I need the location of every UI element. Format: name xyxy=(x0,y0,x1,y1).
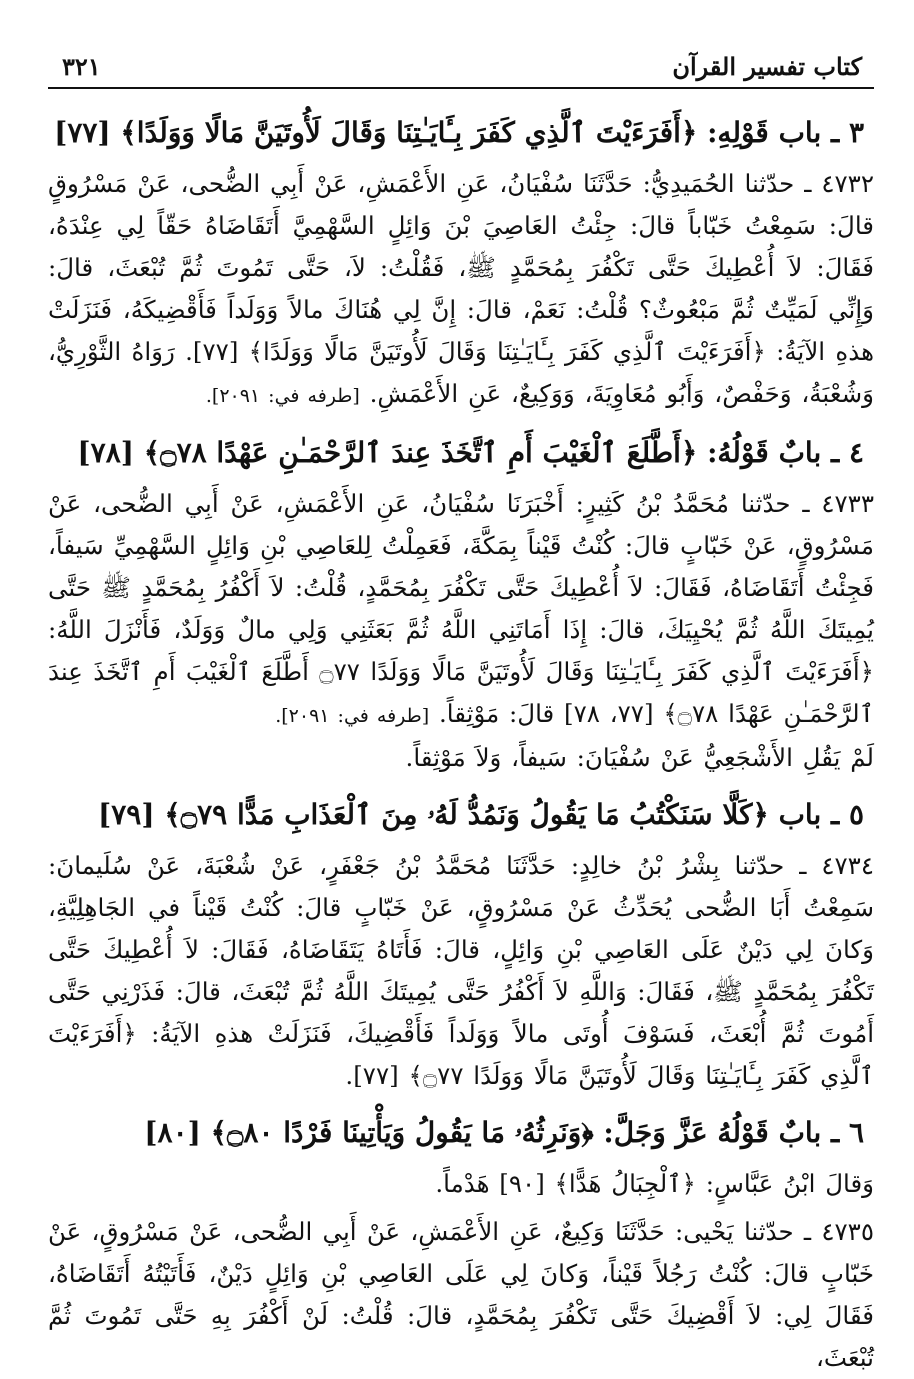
hadith-paragraph xyxy=(48,845,874,1097)
commentary-paragraph: لَمْ يَقُلِ الأَشْجَعِيُّ عَنْ سُفْيَانَ: سَيفاً، وَلاَ مَوْثِقاً. xyxy=(405,743,874,772)
section-heading: ٦ ـ بابٌ قَوْلُهُ عَزَّ وَجَلَّ: ﴿وَنَرِثُهُۥ مَا يَقُولُ وَيَأْتِينَا فَرْدًا ۝٨٠﴾ [٨٠] xyxy=(144,1116,864,1149)
cross-reference-note: [طرفه في: ٢٠٩١]. xyxy=(205,385,360,407)
section-heading: ٤ ـ بابٌ قَوْلُهُ: ﴿أَطَّلَعَ ٱلْغَيْبَ أَمِ ٱتَّخَذَ عِندَ ٱلرَّحْمَـٰنِ عَهْدًا ۝٧٨﴾ [٧٨] xyxy=(77,436,864,469)
hadith-text: ٤٧٣٢ ـ حدّثنا الحُمَيدِيُّ: حَدَّثَنَا سُفْيَانُ، عَنِ الأَعْمَشِ، عَنْ أَبِي الضُّحى، عَنْ مَسْرُوقٍ قالَ: سَمِعْتُ خَبّاباً قالَ: جِئْتُ العَاصِيَ بْنَ وَائِلٍ السَّهْمِيَّ أَتَقَاضَاهُ حَقّاً لِي عِنْدَهُ، فَقَالَ: لاَ أُعْطِيكَ حَتَّى تَكْفُرَ بِمُحَمَّدٍ ﷺ، فَقُلْتُ: لاَ، حَتَّى تَمُوتَ ثُمَّ تُبْعَثَ، قالَ: وَإِنِّي لَمَيِّتٌ ثُمَّ مَبْعُوثٌ؟ قُلْتُ: نَعَمْ، قالَ: إِنَّ لِي هُنَاكَ مالاً وَوَلَداً فَأَقْضِيكَهُ، فَنَزَلَتْ هذهِ الآيَةُ: ﴿أَفَرَءَيْتَ ٱلَّذِي كَفَرَ بِـَٔايَـٰتِنَا وَقَالَ لَأُوتَيَنَّ مَالًا وَوَلَدًا﴾ [٧٧]. رَوَاهُ الثَّوْرِيُّ، وَشُعْبَةُ، وَحَفْصٌ، وَأَبُو مُعَاوِيَةَ، وَوَكِيعٌ، عَنِ الأَعْمَشِ. xyxy=(48,169,875,408)
hadith-text: ٤٧٣٥ ـ حدّثنا يَحْيى: حَدَّثَنَا وَكِيعٌ، عَنِ الأَعْمَشِ، عَنْ أَبِي الضُّحى، عَنْ مَسْرُوقٍ، عَنْ خَبّابٍ قالَ: كُنْتُ رَجُلاً قَيْناً، وَكانَ لِي عَلَى العَاصِي بْنِ وَائِلٍ دَيْنٌ، فَأَتَيْتُهُ أَتَقَاضَاهُ، فَقَالَ لِي: لاَ أَقْضِيكَ حَتَّى تَكْفُرَ بِمُحَمَّدٍ، قالَ: قُلْتُ: لَنْ أَكْفُرَ بِهِ حَتَّى تَمُوتَ ثُمَّ تُبْعَثَ، xyxy=(48,1217,874,1372)
section-heading: ٥ ـ باب ﴿كَلَّا سَنَكْتُبُ مَا يَقُولُ وَنَمُدُّ لَهُۥ مِنَ ٱلْعَذَابِ مَدًّا ۝٧٩﴾ [٧٩] xyxy=(98,798,864,831)
page-number: ٣٢١ xyxy=(62,52,101,81)
hadith-text: ٤٧٣٤ ـ حدّثنا بِشْرُ بْنُ خالِدٍ: حَدَّثَنَا مُحَمَّدُ بْنُ جَعْفَرٍ، عَنْ شُعْبَةَ، عَنْ سُلَيمانَ: سَمِعْتُ أَبَا الضُّحى يُحَدِّثُ عَنْ مَسْرُوقٍ، عَنْ خَبّابٍ قالَ: كُنْتُ قَيْناً في الجَاهِلِيَّةِ، وَكانَ لِي دَيْنٌ عَلَى العَاصِي بْنِ وَائِلٍ، قالَ: فَأَتَاهُ يَتَقَاضَاهُ، فَقَالَ: لاَ أُعْطِيكَ حَتَّى تَكْفُرَ بِمُحَمَّدٍ ﷺ، فَقَالَ: وَاللَّهِ لاَ أَكْفُرُ حَتَّى يُمِيتَكَ اللَّهُ ثُمَّ تُبْعَثَ، قالَ: فَذَرْنِي حَتَّى أَمُوتَ ثُمَّ أُبْعَثَ، فَسَوْفَ أُوتَى مالاً وَوَلَداً فَأَقْضِيكَ، فَنَزَلَتْ هذهِ الآيَةُ: ﴿أَفَرَءَيْتَ ٱلَّذِي كَفَرَ بِـَٔايَـٰتِنَا وَقَالَ لَأُوتَيَنَّ مَالًا وَوَلَدًا ۝٧٧﴾ [٧٧]. xyxy=(48,851,874,1090)
section-heading: ٣ ـ باب قَوْلِهِ: ﴿أَفَرَءَيْتَ ٱلَّذِي كَفَرَ بِـَٔايَـٰتِنَا وَقَالَ لَأُوتَيَنَّ مَالًا وَوَلَدًا﴾ [٧٧] xyxy=(54,116,864,149)
commentary-paragraph xyxy=(48,1163,874,1205)
page-header xyxy=(48,52,874,89)
book-title: كتاب تفسير القرآن xyxy=(672,52,862,81)
commentary-text: وَقالَ ابْنُ عَبَّاسٍ: ﴿ٱلْجِبَالُ هَدًّا﴾ [٩٠] هَدْماً. xyxy=(435,1169,874,1198)
page-content xyxy=(48,89,874,1379)
hadith-paragraph xyxy=(48,1211,874,1379)
hadith-paragraph xyxy=(48,163,874,417)
hadith-text: ٤٧٣٣ ـ حدّثنا مُحَمَّدُ بْنُ كَثِيرٍ: أَخْبَرَنَا سُفْيَانُ، عَنِ الأَعْمَشِ، عَنْ أَبِي الضُّحى، عَنْ مَسْرُوقٍ، عَنْ خَبّابٍ قالَ: كُنْتُ قَيْناً بِمَكَّةَ، فَعَمِلْتُ لِلعَاصِي بْنِ وَائِلٍ السَّهْمِيِّ سَيفاً، فَجِئْتُ أَتَقَاضَاهُ، فَقَالَ: لاَ أُعْطِيكَ حَتَّى تَكْفُرَ بِمُحَمَّدٍ، قُلْتُ: لاَ أَكْفُرُ بِمُحَمَّدٍ ﷺ حَتَّى يُمِيتَكَ اللَّهُ ثُمَّ يُحْيِيَكَ، قالَ: إِذَا أَمَاتَنِي اللَّهُ ثُمَّ بَعَثَنِي وَلِي مالٌ وَوَلَدٌ، فَأَنْزَلَ اللَّهُ: ﴿أَفَرَءَيْتَ ٱلَّذِي كَفَرَ بِـَٔايَـٰتِنَا وَقَالَ لَأُوتَيَنَّ مَالًا وَوَلَدًا ۝٧٧ أَطَّلَعَ ٱلْغَيْبَ أَمِ ٱتَّخَذَ عِندَ ٱلرَّحْمَـٰنِ عَهْدًا ۝٧٨﴾ [٧٧، ٧٨] قالَ: مَوْثِقاً. xyxy=(48,489,875,728)
hadith-paragraph xyxy=(48,483,874,737)
cross-reference-note: [طرفه في: ٢٠٩١]. xyxy=(275,705,430,727)
